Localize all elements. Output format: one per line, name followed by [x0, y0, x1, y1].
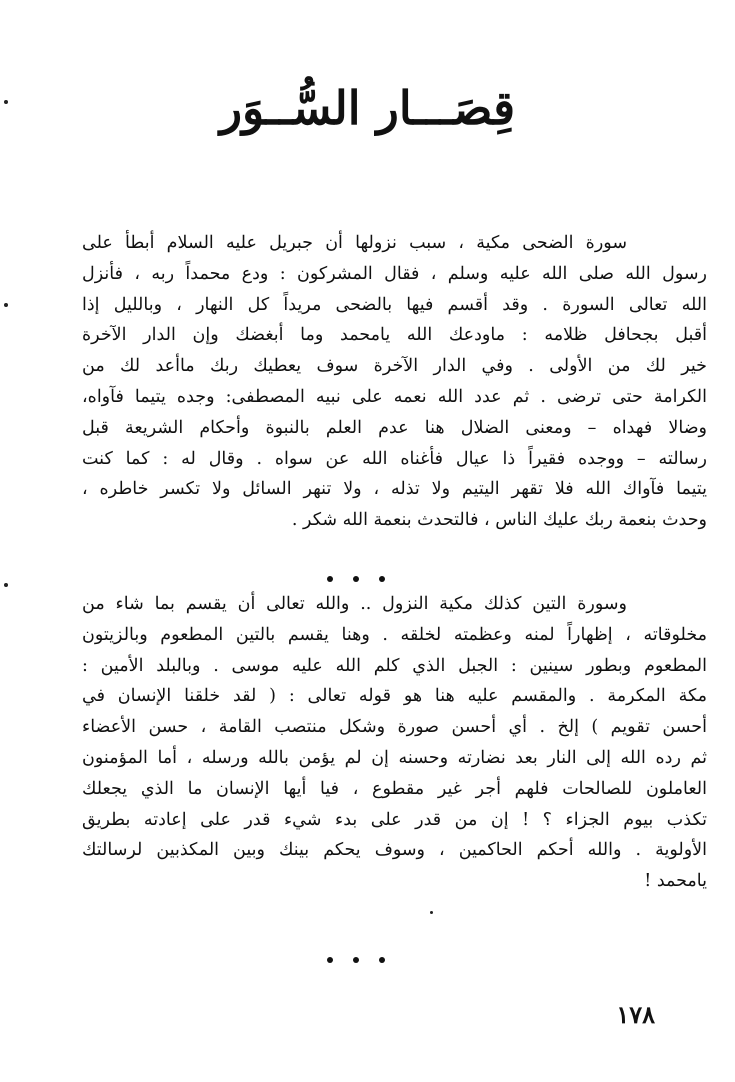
text-line: العاملون للصالحات فلهم أجر غير مقطوع ، فيا أيها الإنسان ما الذي يجعلك: [82, 778, 707, 799]
text-line: الكرامة حتى ترضى . ثم عدد الله نعمه على نبيه المصطفى: وجده يتيما فآواه،: [82, 386, 707, 407]
page-number: ١٧٨: [616, 1000, 655, 1029]
separator-dot: [353, 576, 359, 582]
separator-dot: [353, 957, 359, 963]
text-line: سورة الضحى مكية ، سبب نزولها أن جبريل عليه السلام أبطأ على: [82, 233, 627, 253]
margin-speck: [4, 583, 8, 587]
section-separator: [0, 948, 723, 967]
section-separator: [0, 567, 723, 586]
text-line: يامحمد !: [644, 871, 707, 892]
text-line: مكة المكرمة . والمقسم عليه هنا هو قوله تعالى : ( لقد خلقنا الإنسان في: [82, 686, 707, 707]
chapter-title: قِصَـــار السُّــوَر: [219, 81, 516, 135]
text-line: وسورة التين كذلك مكية النزول .. والله تعالى أن يقسم بما شاء من: [82, 594, 627, 614]
text-line: تكذب بيوم الجزاء ؟ ! إن من قدر على بدء شيء قدر على إعادته بطريق: [82, 809, 707, 830]
text-line: الله تعالى السورة . وقد أقسم فيها بالضحى مريداً كل النهار ، وبالليل إذا: [82, 294, 707, 315]
margin-speck: [4, 303, 8, 307]
text-line: رسالته – ووجده فقيراً ذا عيال فأغناه الله عن سواه . وقال له : كما كنت: [82, 448, 707, 469]
text-line: المطعوم وبطور سينين : الجبل الذي كلم الله عليه موسى . وبالبلد الأمين :: [82, 655, 707, 676]
text-line: أقبل بجحافل ظلامه : ماودعك الله يامحمد وما أبغضك وإن الدار الآخرة: [82, 325, 707, 346]
paragraph-surat-ad-duha: [82, 228, 707, 536]
text-line: أحسن تقويم ) إلخ . أي أحسن صورة وشكل منتصب القامة ، حسن الأعضاء: [82, 717, 707, 738]
text-line: خير لك من الأولى . وفي الدار الآخرة سوف يعطيك ربك ماأعد لك من: [82, 356, 707, 377]
separator-dot: [327, 576, 333, 582]
text-line: وحدث بنعمة ربك عليك الناس ، فالتحدث بنعمة الله شكر .: [291, 510, 707, 531]
text-line: يتيما فآواك الله فلا تقهر اليتيم ولا تذله ، ولا تنهر السائل ولا تكسر خاطره ،: [82, 479, 707, 500]
text-line: الأولوية . والله أحكم الحاكمين ، وسوف يحكم بينك وبين المكذبين لرسالتك: [82, 840, 707, 861]
margin-speck: [430, 911, 433, 914]
separator-dot: [379, 576, 385, 582]
text-line: مخلوقاته ، إظهاراً لمنه وعظمته لخلقه . وهنا يقسم بالتين المطعوم وبالزيتون: [82, 624, 707, 645]
text-line: وضالا فهداه – ومعنى الضلال هنا عدم العلم بالنبوة وأحكام الشريعة قبل: [82, 417, 707, 438]
text-line: رسول الله صلى الله عليه وسلم ، فقال المشركون : ودع محمداً ربه ، فأنزل: [82, 263, 707, 284]
separator-dot: [379, 957, 385, 963]
separator-dot: [327, 957, 333, 963]
margin-speck: [4, 100, 8, 104]
paragraph-surat-at-tin: [82, 589, 707, 897]
text-line: ثم رده الله إلى النار بعد نضارته وحسنه إن لم يؤمن بالله ورسله ، أما المؤمنون: [82, 747, 707, 768]
